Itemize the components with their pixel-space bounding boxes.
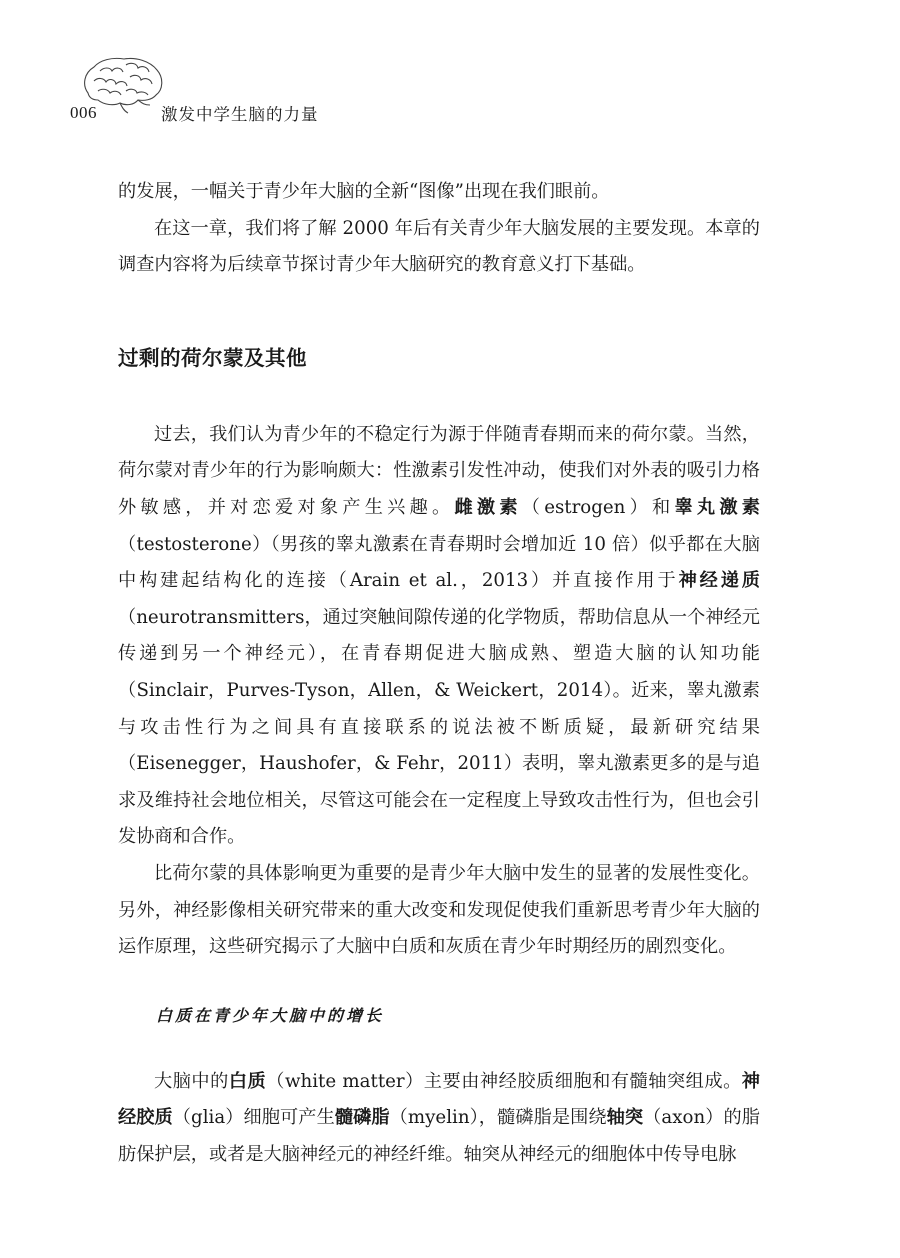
running-title: 激发中学生脑的力量 xyxy=(161,105,319,124)
page-number: 006 xyxy=(70,103,97,122)
section-heading: 过剩的荷尔蒙及其他 xyxy=(118,345,307,370)
term-glia: 神经胶质 xyxy=(118,1070,760,1129)
text-run: （axon）的脂肪保护层，或者是大脑神经元的神经纤维。轴突从神经元的细胞体中传导电脉 xyxy=(118,1107,760,1165)
intro-paragraph-2: 在这一章，我们将了解 2000 年后有关青少年大脑发展的主要发现。本章的调查内容将为后续章节探讨青少年大脑研究的教育意义打下基础。 xyxy=(118,217,760,276)
section-paragraph-2: 比荷尔蒙的具体影响更为重要的是青少年大脑中发生的显著的发展性变化。另外，神经影像相关研究带来的重大改变和发现促使我们重新思考青少年大脑的运作原理，这些研究揭示了大脑中白质和灰质在青少年时期经历的剧烈变化。 xyxy=(118,862,760,958)
term-axon: 轴突 xyxy=(606,1107,644,1129)
text-run: 过去，我们认为青少年的不稳定行为源于伴随青春期而来的荷尔蒙。当然，荷尔蒙对青少年的行为影响颇大：性激素引发性冲动，使我们对外表的吸引力格外敏感，并对恋爱对象产生兴趣。 xyxy=(118,423,760,518)
term-white-matter: 白质 xyxy=(228,1070,267,1092)
term-testosterone: 睾丸激素 xyxy=(674,496,760,518)
intro-paragraph-1: 的发展，一幅关于青少年大脑的全新“图像”出现在我们眼前。 xyxy=(118,181,610,202)
page-header xyxy=(70,55,830,125)
subsection-paragraph-1 xyxy=(118,1064,760,1174)
text-run: （myelin），髓磷脂是围绕 xyxy=(389,1107,607,1129)
term-neurotransmitters: 神经递质 xyxy=(678,570,760,592)
text-run: （testosterone）（男孩的睾丸激素在青春期时会增加近 10 倍）似乎都在大脑中构建起结构化的连接（Arain et al.，2013）并直接作用于 xyxy=(118,533,760,592)
subsection-heading: 白质在青少年大脑中的增长 xyxy=(156,1005,385,1025)
section-paragraph-1 xyxy=(118,417,760,856)
page-body xyxy=(118,174,760,1173)
term-myelin: 髓磷脂 xyxy=(334,1107,390,1129)
text-run: （neurotransmitters，通过突触间隙传递的化学物质，帮助信息从一个神经元传递到另一个神经元），在青春期促进大脑成熟、塑造大脑的认知功能（Sinclair，Purves-Tyson，Allen，& Weickert，2014）。近来，睾丸激素与攻击性行为之间具有直接联系的说法被不断质疑，最新研究结果（Eisenegger，Haushofer，& Fehr，2011）表明，睾丸激素更多的是与追求及维持社会地位相关，尽管这可能会在一定程度上导致攻击性行为，但也会引发协商和合作。 xyxy=(118,606,760,848)
text-run: （estrogen）和 xyxy=(521,496,675,518)
term-estrogen: 雌激素 xyxy=(454,496,522,518)
text-run: （white matter）主要由神经胶质细胞和有髓轴突组成。 xyxy=(266,1070,742,1092)
text-run: 大脑中的 xyxy=(154,1070,229,1092)
text-run: （glia）细胞可产生 xyxy=(172,1107,335,1129)
